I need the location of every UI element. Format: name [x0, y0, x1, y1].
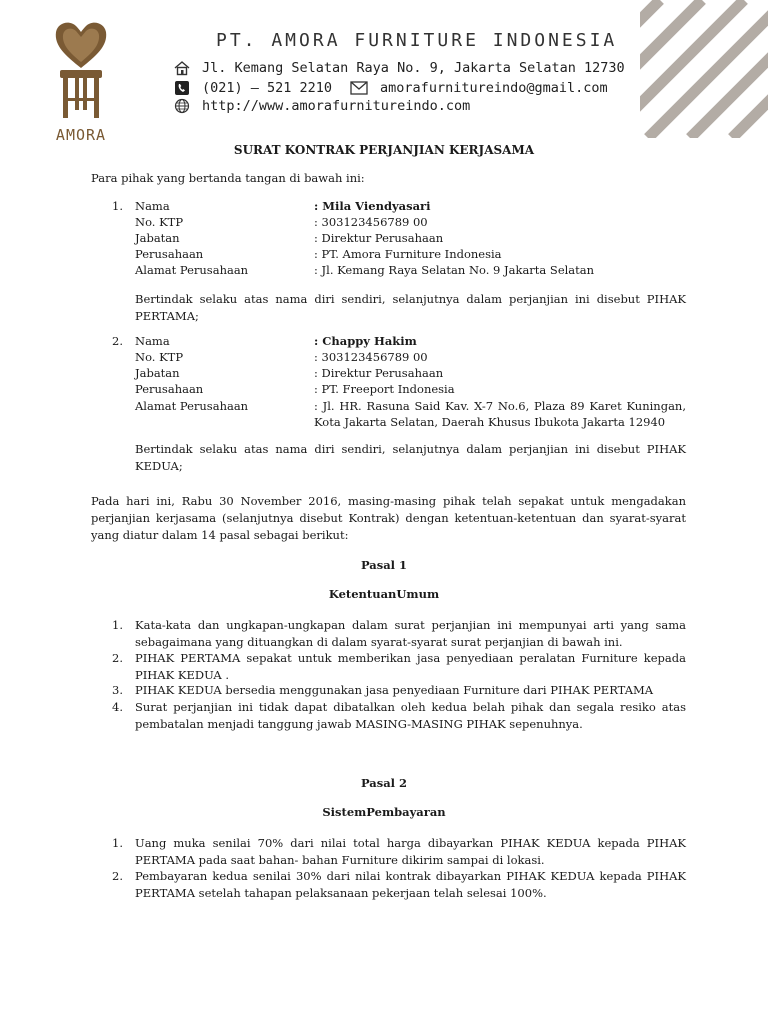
- address-text: Jl. Kemang Selatan Raya No. 9, Jakarta Selatan 12730: [202, 60, 625, 76]
- field-label: Alamat Perusahaan: [135, 263, 249, 277]
- party-statement: Bertindak selaku atas nama diri sendiri, selanjutnya dalam perjanjian ini disebut PIHAK KEDUA;: [135, 442, 686, 473]
- envelope-icon: [350, 81, 368, 95]
- field-label: Perusahaan: [135, 382, 204, 396]
- party-statement: Bertindak selaku atas nama diri sendiri, selanjutnya dalam perjanjian ini disebut PIHAK PERTAMA;: [135, 292, 686, 323]
- list-item: Pembayaran kedua senilai 30% dari nilai kontrak dibayarkan PIHAK KEDUA kepada PIHAK PERTAMA setelah tahapan pelaksanaan pekerjaan telah selesai 100%.: [135, 869, 686, 900]
- chair-logo-icon: [46, 18, 116, 124]
- field-value: : Mila Viendyasari: [314, 199, 431, 213]
- field-value: : 303123456789 00: [314, 350, 428, 364]
- pasal-heading: Pasal 2: [360, 776, 408, 790]
- field-value: : Jl. Kemang Raya Selatan No. 9 Jakarta Selatan: [314, 263, 595, 277]
- list-item: Uang muka senilai 70% dari nilai total harga dibayarkan PIHAK KEDUA kepada PIHAK PERTAMA pada saat bahan- bahan Furniture dikirim sampai di lokasi.: [135, 836, 686, 867]
- contact-line: [174, 80, 608, 96]
- party-number: 1.: [112, 199, 123, 213]
- company-logo: [46, 18, 116, 150]
- field-label: Jabatan: [135, 366, 180, 380]
- address-line: [174, 60, 625, 76]
- field-label: Jabatan: [135, 231, 180, 245]
- party-number: 2.: [112, 334, 123, 348]
- globe-icon: [174, 98, 190, 114]
- website-link[interactable]: http://www.amorafurnitureindo.com: [202, 98, 471, 114]
- home-icon: [174, 60, 190, 76]
- field-value: : PT. Amora Furniture Indonesia: [314, 247, 502, 261]
- field-value: : Direktur Perusahaan: [314, 366, 444, 380]
- field-value: : 303123456789 00: [314, 215, 428, 229]
- field-label: Nama: [135, 334, 170, 348]
- pasal-subheading: SistemPembayaran: [322, 805, 446, 819]
- field-label: Nama: [135, 199, 170, 213]
- list-number: 1.: [112, 836, 123, 850]
- list-item: PIHAK KEDUA bersedia menggunakan jasa penyediaan Furniture dari PIHAK PERTAMA: [135, 683, 654, 697]
- list-number: 3.: [112, 683, 123, 697]
- document-title: SURAT KONTRAK PERJANJIAN KERJASAMA: [233, 143, 535, 157]
- phone-icon: [174, 80, 190, 96]
- pasal-subheading: KetentuanUmum: [328, 587, 440, 601]
- logo-text: AMORA: [55, 126, 107, 144]
- field-label: No. KTP: [135, 215, 184, 229]
- field-label: Alamat Perusahaan: [135, 399, 249, 413]
- list-item: Kata-kata dan ungkapan-ungkapan dalam surat perjanjian ini mempunyai arti yang sama sebagaimana yang dituangkan di dalam syarat-syarat surat perjanjian di bawah ini.: [135, 618, 686, 649]
- field-value: : PT. Freeport Indonesia: [314, 382, 455, 396]
- decorative-stripes: [640, 0, 768, 138]
- intro-text: Para pihak yang bertanda tangan di bawah ini:: [91, 171, 365, 185]
- field-value: : Jl. HR. Rasuna Said Kav. X-7 No.6, Plaza 89 Karet Kuningan, Kota Jakarta Selatan, Daerah Khusus Ibukota Jakarta 12940: [314, 399, 686, 429]
- list-number: 2.: [112, 651, 123, 665]
- field-value: : Chappy Hakim: [314, 334, 417, 348]
- email-link[interactable]: amorafurnitureindo@gmail.com: [380, 80, 608, 96]
- field-label: Perusahaan: [135, 247, 204, 261]
- list-number: 1.: [112, 618, 123, 632]
- list-item: PIHAK PERTAMA sepakat untuk memberikan jasa penyediaan peralatan Furniture kepada PIHAK KEDUA .: [135, 651, 686, 682]
- field-value: : Direktur Perusahaan: [314, 231, 444, 245]
- phone-text: (021) – 521 2210: [202, 80, 333, 96]
- opening-paragraph: Pada hari ini, Rabu 30 November 2016, masing-masing pihak telah sepakat untuk mengadakan perjanjian kerjasama (selanjutnya disebut Kontrak) dengan ketentuan-ketentuan dan syarat-syarat yang diatur dalam 14 pasal sebagai berikut:: [91, 494, 686, 542]
- company-name: PT. AMORA FURNITURE INDONESIA: [216, 30, 618, 51]
- website-line: [174, 98, 470, 114]
- list-item: Surat perjanjian ini tidak dapat dibatalkan oleh kedua belah pihak dan segala resiko atas pembatalan menjadi tanggung jawab MASING-MASING PIHAK sepenuhnya.: [135, 700, 686, 731]
- field-label: No. KTP: [135, 350, 184, 364]
- pasal-heading: Pasal 1: [360, 558, 408, 572]
- list-number: 2.: [112, 869, 123, 883]
- list-number: 4.: [112, 700, 123, 714]
